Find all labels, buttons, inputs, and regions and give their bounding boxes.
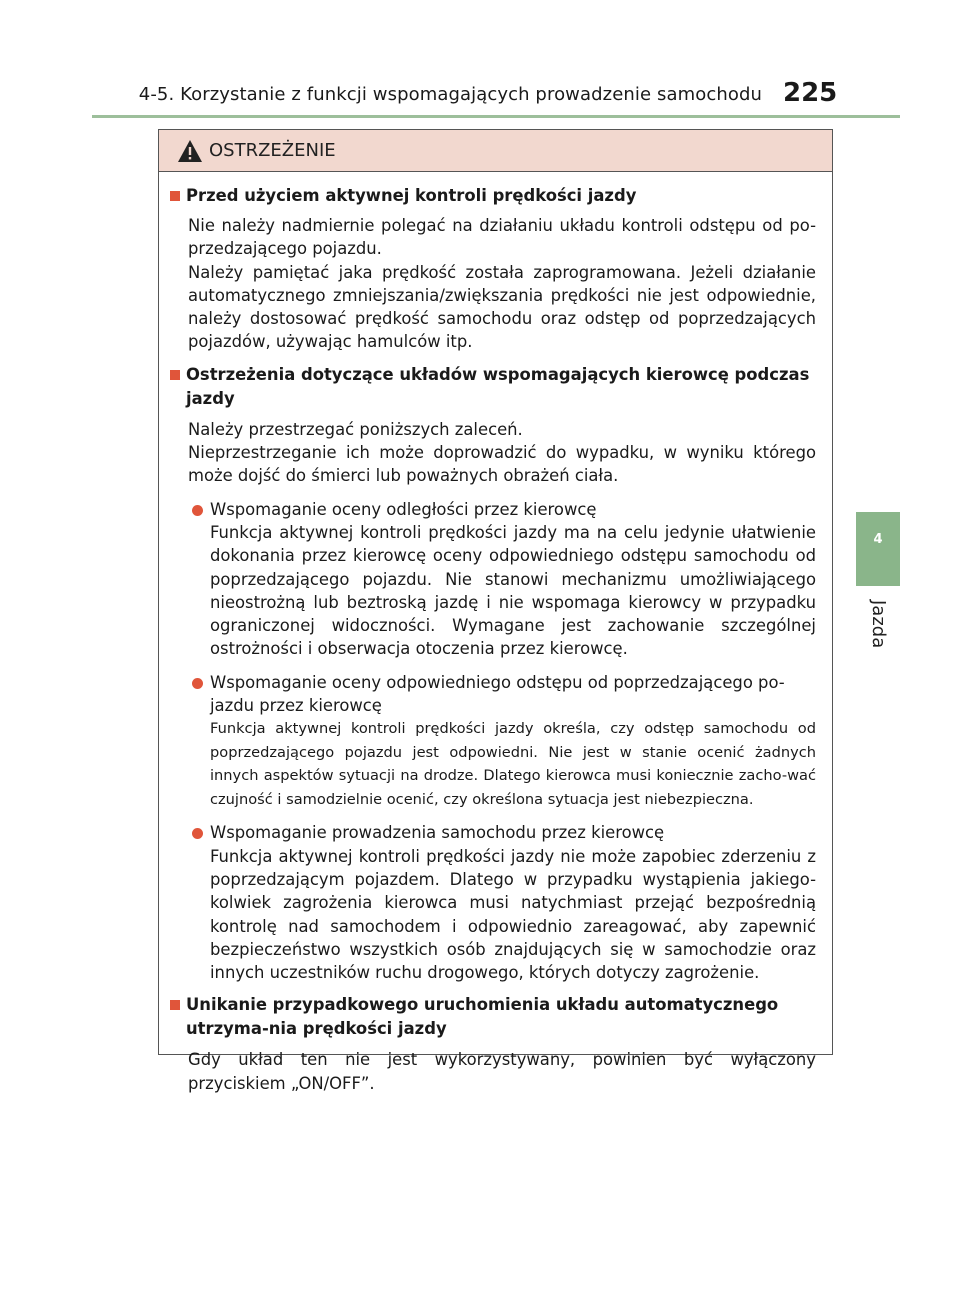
section-heading: Ostrzeżenia dotyczące układów wspomagających kierowcę podczas jazdy <box>170 363 816 411</box>
warning-box <box>158 129 833 1093</box>
warning-header <box>159 130 832 172</box>
section-heading: Przed użyciem aktywnej kontroli prędkości jazdy <box>170 184 816 208</box>
circle-bullet-icon <box>192 505 203 516</box>
paragraph: Należy pamiętać jaka prędkość została zaprogramowana. Jeżeli działanie automatycznego zmniejszania/zwiększania prędkości nie jest odpowiednie, należy dostosować prędkość samochodu oraz odstęp od poprzedzających pojazdów, używając hamulców itp. <box>188 262 816 352</box>
paragraph: Należy przestrzegać poniższych zaleceń. <box>188 419 523 439</box>
chapter-tab: 4 <box>856 512 900 586</box>
bullet-item <box>170 821 816 844</box>
paragraph: Nieprzestrzeganie ich może doprowadzić do wypadku, w wyniku którego może dojść do śmierci lub poważnych obrażeń ciała. <box>188 443 816 486</box>
section-heading: Unikanie przypadkowego uruchomienia układu automatycznego utrzyma-nia prędkości jazdy <box>170 993 816 1041</box>
bullet-title: Wspomaganie oceny odległości przez kierowcę <box>210 499 597 519</box>
circle-bullet-icon <box>192 678 203 689</box>
bullet-item <box>170 671 816 718</box>
bullet-title: Wspomaganie prowadzenia samochodu przez kierowcę <box>210 823 665 843</box>
bullet-title: Wspomaganie oceny odpowiedniego odstępu od poprzedzającego po-jazdu przez kierowcę <box>210 672 785 716</box>
warning-triangle-icon <box>177 139 203 163</box>
bullet-text: Funkcja aktywnej kontroli prędkości jazdy ma na celu jedynie ułatwienie dokonania przez kierowcę oceny odpowiedniego odstępu samochodu od poprzedzającego pojazdu. Nie stanowi mechanizmu umożliwiającego nieostrożną lub beztroską jazdę i nie wspomaga kierowcy w przypadku ograniczonej widoczności. Wymagane jest zachowanie szczególnej ostrożności i obserwacja otoczenia przez kierowcę. <box>210 522 816 659</box>
paragraph: Nie należy nadmiernie polegać na działaniu układu kontroli odstępu od po-przedzającego pojazdu. <box>188 216 816 259</box>
warning-header-label: OSTRZEŻENIE <box>209 140 336 161</box>
header-rule <box>92 115 900 118</box>
bullet-text: Funkcja aktywnej kontroli prędkości jazdy nie może zapobiec zderzeniu z poprzedzającym pojazdem. Dlatego w przypadku wystąpienia jakiego-kolwiek zagrożenia kierowca musi natychmiast przejąć bezpośrednią kontrolę nad samochodem i odpowiednio zareagować, aby zapewnić bezpieczeństwo wszystkich osób znajdujących się w samochodzie oraz innych uczestników ruchu drogowego, których dotyczy zagrożenie. <box>210 846 816 983</box>
paragraph: Gdy układ ten nie jest wykorzystywany, powinien być wyłączony przyciskiem „ON/OFF”. <box>188 1050 816 1093</box>
square-bullet-icon <box>170 1000 180 1010</box>
page-number: 225 <box>783 78 838 108</box>
square-bullet-icon <box>170 370 180 380</box>
circle-bullet-icon <box>192 828 203 839</box>
warning-body <box>159 172 832 1095</box>
square-bullet-icon <box>170 191 180 201</box>
bullet-text: Funkcja aktywnej kontroli prędkości jazdy określa, czy odstęp samochodu od poprzedzającego pojazdu jest odpowiedni. Nie jest w stanie ocenić żadnych innych aspektów sytuacji na drodze. Dlatego kierowca musi koniecznie zacho-wać czujność i samodzielnie ocenić, czy określona sytuacja jest niebezpieczna. <box>210 720 816 808</box>
bullet-item <box>170 498 816 521</box>
page-header-title: 4-5. Korzystanie z funkcji wspomagających prowadzenie samochodu <box>138 84 762 105</box>
chapter-tab-label: Jazda <box>868 600 889 649</box>
